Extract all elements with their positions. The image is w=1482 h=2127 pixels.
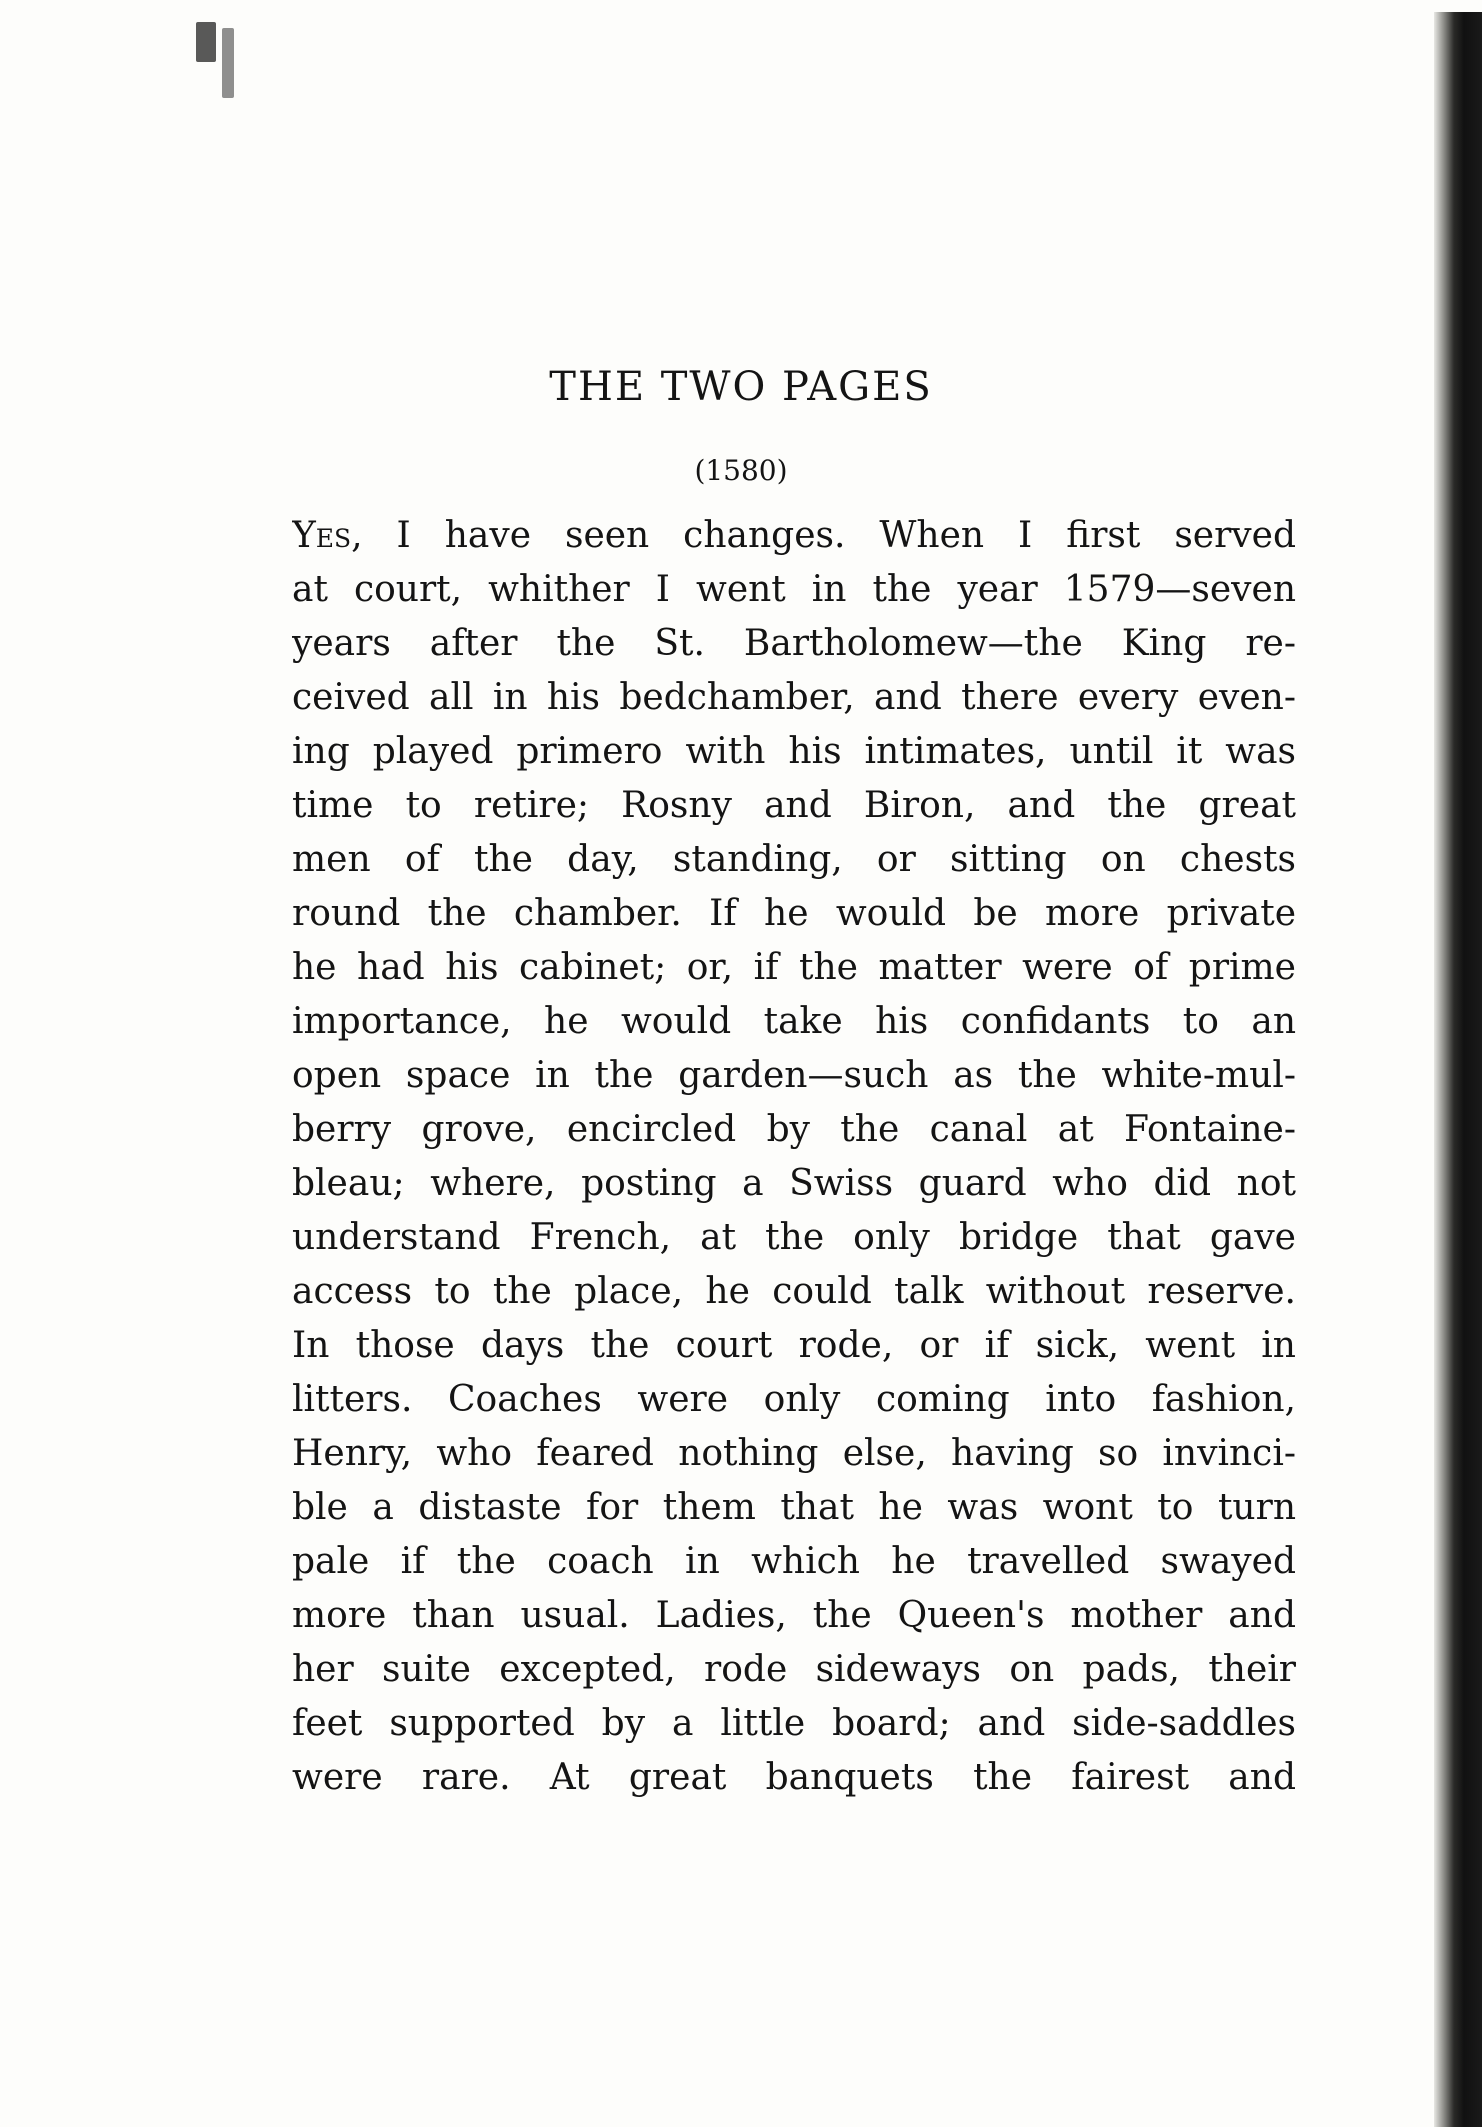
chapter-year: (1580)	[694, 454, 788, 487]
text-line: access to the place, he could talk without reserve.	[292, 1271, 1296, 1312]
text-line: importance, he would take his confidants to an	[292, 1001, 1296, 1042]
binding-edge	[1434, 12, 1482, 2127]
text-line: were rare. At great banquets the fairest and	[292, 1757, 1296, 1798]
text-line: ble a distaste for them that he was wont to turn	[292, 1487, 1296, 1528]
text-line: years after the St. Bartholomew—the King re-	[292, 623, 1296, 664]
text-line: bleau; where, posting a Swiss guard who did not	[292, 1163, 1296, 1204]
text-line: open space in the garden—such as the white-mul-	[292, 1055, 1296, 1096]
ink-smudge	[196, 22, 216, 62]
text-line: Henry, who feared nothing else, having so invinci-	[292, 1433, 1296, 1474]
text-line: pale if the coach in which he travelled swayed	[292, 1541, 1296, 1582]
text-line: berry grove, encircled by the canal at Fontaine-	[292, 1109, 1296, 1150]
text-line: ing played primero with his intimates, until it was	[292, 731, 1296, 772]
body-text	[292, 509, 1296, 1805]
text-line-first: Yes, I have seen changes. When I first served	[292, 515, 1296, 556]
text-line: In those days the court rode, or if sick, went in	[292, 1325, 1296, 1366]
chapter-title: THE TWO PAGES	[549, 364, 933, 410]
text-line: time to retire; Rosny and Biron, and the great	[292, 785, 1296, 826]
text-line: litters. Coaches were only coming into fashion,	[292, 1379, 1296, 1420]
text-line: round the chamber. If he would be more private	[292, 893, 1296, 934]
text-line: he had his cabinet; or, if the matter were of prime	[292, 947, 1296, 988]
text-line: men of the day, standing, or sitting on chests	[292, 839, 1296, 880]
text-line: feet supported by a little board; and side-saddles	[292, 1703, 1296, 1744]
ink-smudge	[222, 28, 234, 98]
text-line: more than usual. Ladies, the Queen's mother and	[292, 1595, 1296, 1636]
text-line: understand French, at the only bridge that gave	[292, 1217, 1296, 1258]
text-line: at court, whither I went in the year 1579—seven	[292, 569, 1296, 610]
text-line: ceived all in his bedchamber, and there every even-	[292, 677, 1296, 718]
text-line: her suite excepted, rode sideways on pads, their	[292, 1649, 1296, 1690]
drop-word: Yes	[292, 515, 352, 556]
